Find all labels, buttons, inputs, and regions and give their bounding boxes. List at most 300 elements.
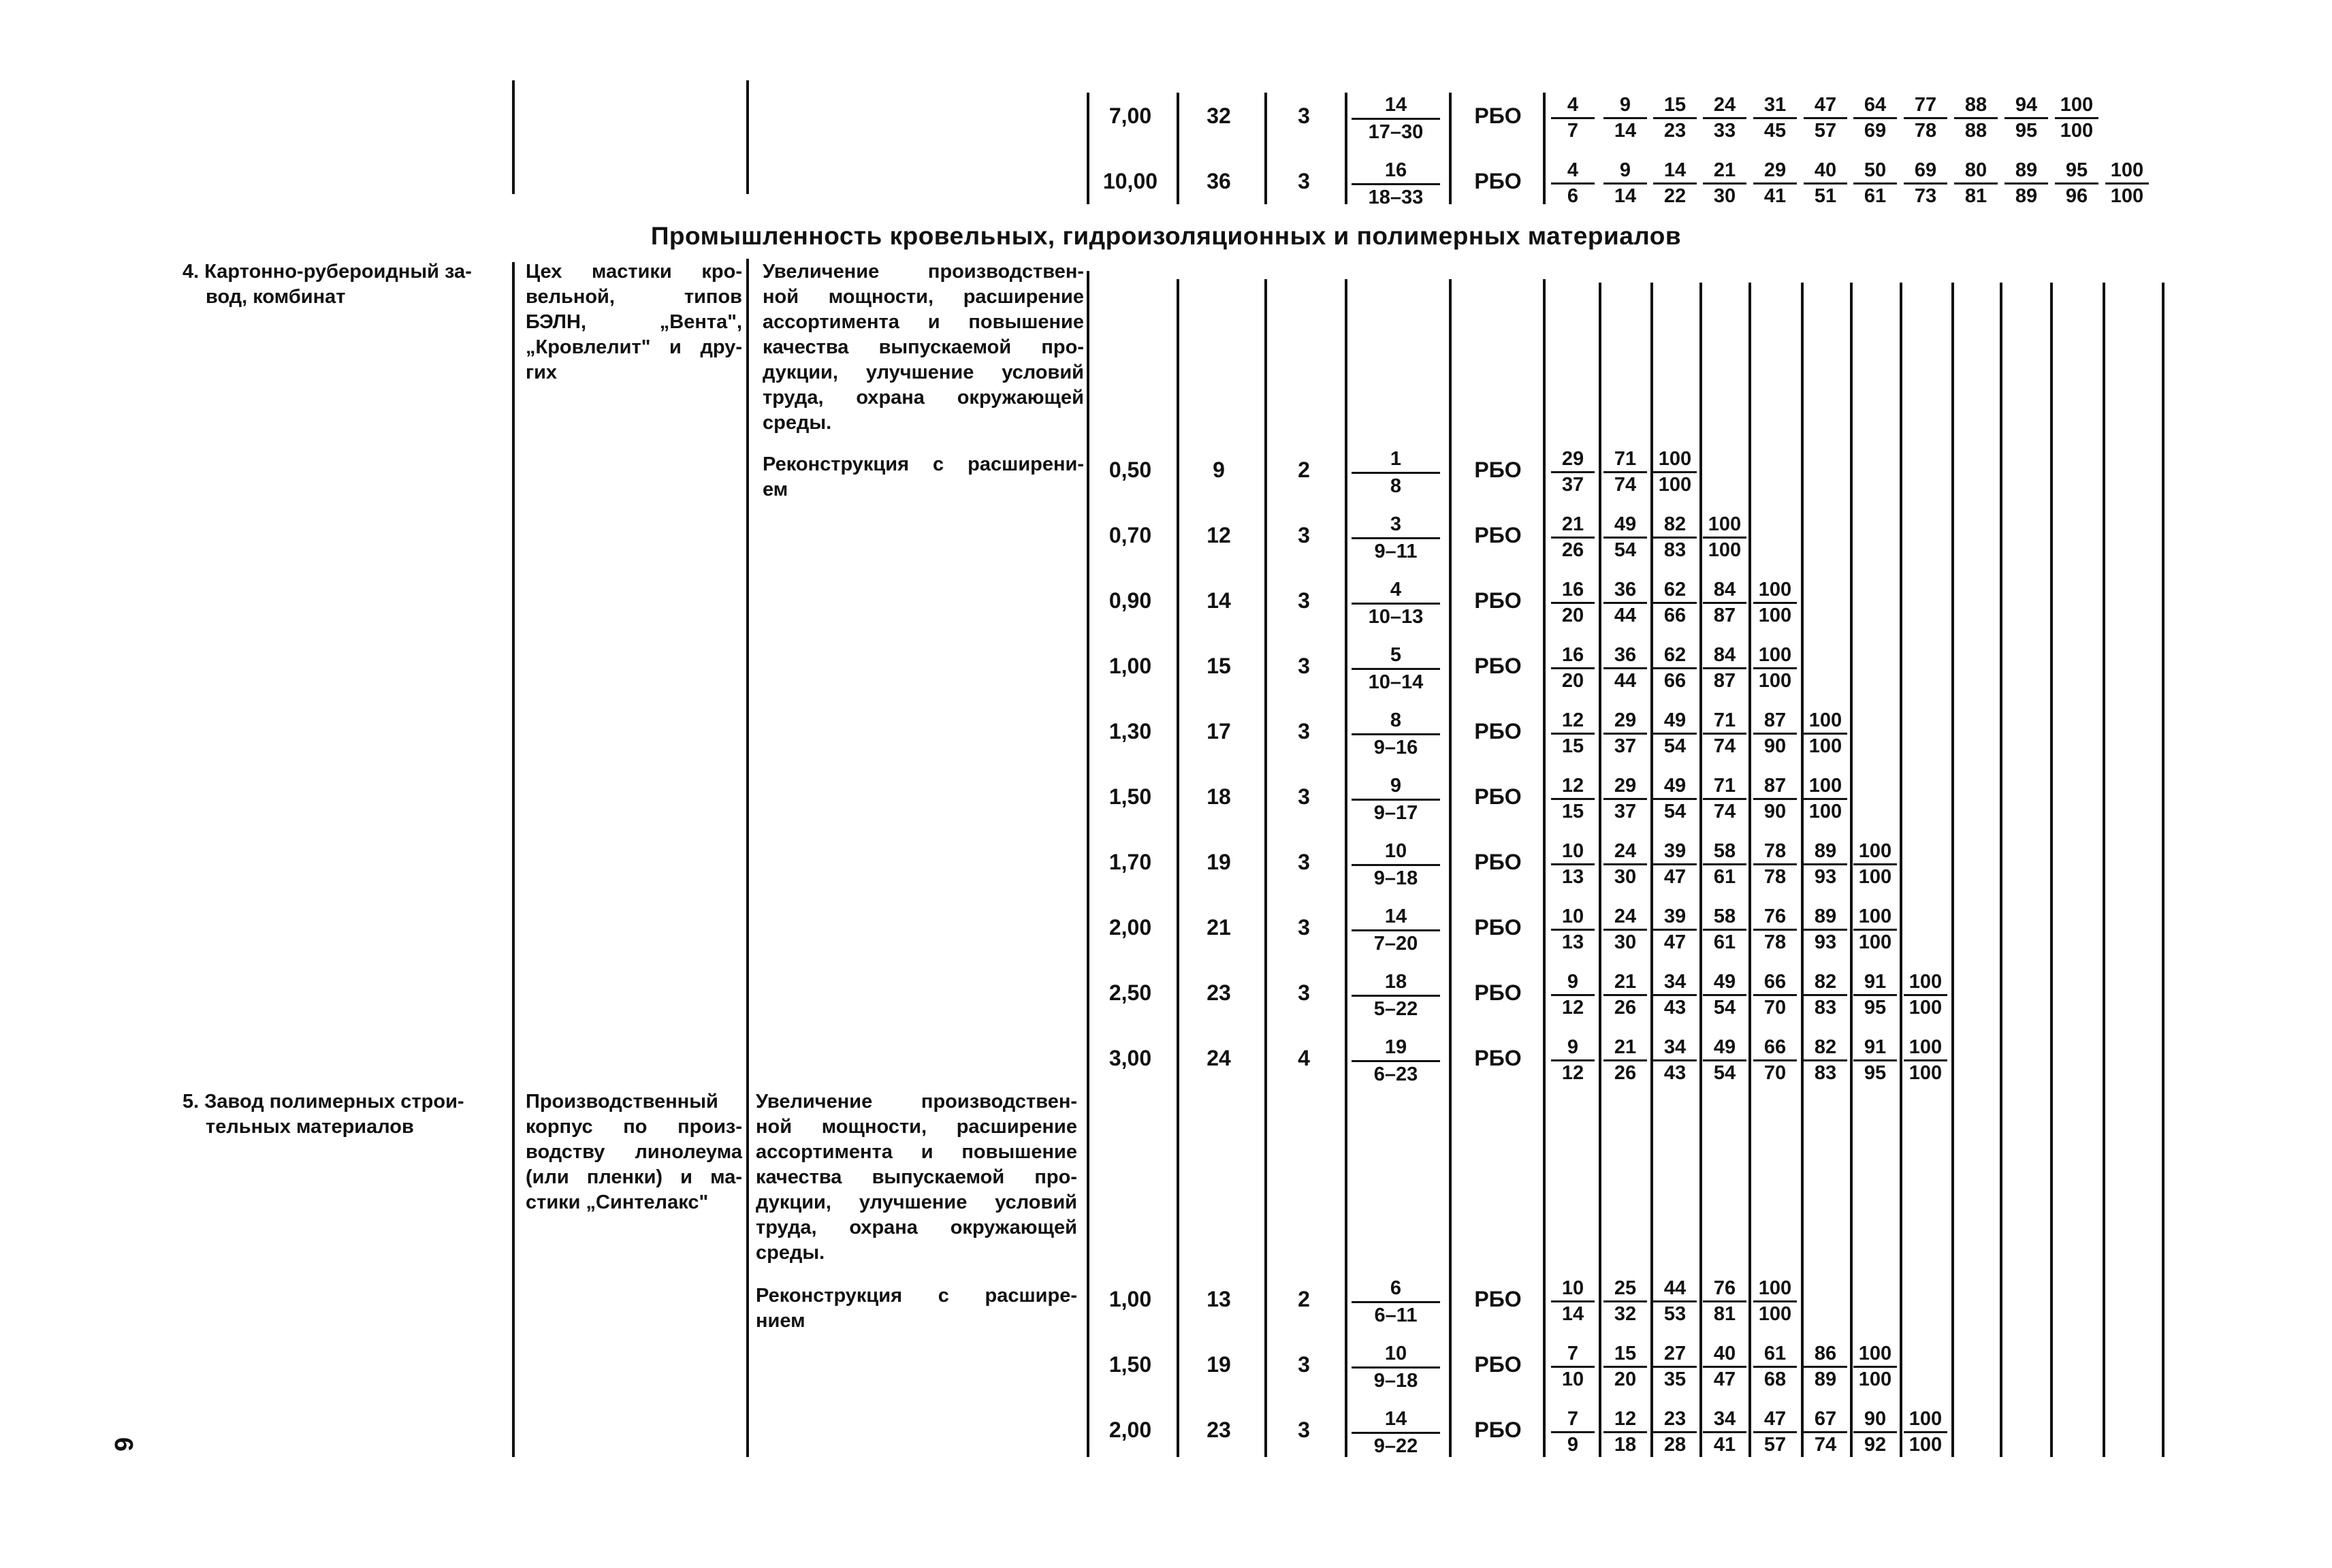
percent-fraction-denominator: 37 xyxy=(1614,801,1637,822)
percent-fraction xyxy=(1853,1408,1897,1456)
term-fraction-denominator: 7–20 xyxy=(1373,933,1418,955)
percent-fraction xyxy=(1603,513,1647,562)
percent-fraction-bar xyxy=(1703,602,1746,604)
percent-fraction-numerator: 25 xyxy=(1614,1277,1637,1299)
percent-fraction-bar xyxy=(1703,1300,1746,1302)
percent-column-rule xyxy=(2050,283,2053,1457)
percent-fraction-numerator: 91 xyxy=(1864,971,1887,993)
percent-fraction-numerator: 27 xyxy=(1663,1343,1687,1364)
term-fraction xyxy=(1352,579,1440,628)
percent-fraction xyxy=(1753,1036,1797,1085)
percent-fraction-bar xyxy=(2004,117,2048,119)
percent-fraction-bar xyxy=(1753,1366,1797,1368)
percent-fraction-bar xyxy=(1653,1431,1697,1433)
entry5-purpose-line: среды. xyxy=(756,1242,825,1264)
percent-fraction xyxy=(2055,159,2098,208)
percent-fraction-numerator: 100 xyxy=(2110,159,2144,181)
percent-fraction-denominator: 100 xyxy=(1758,1303,1792,1325)
percent-fraction-denominator: 95 xyxy=(1864,997,1887,1019)
percent-fraction-bar xyxy=(1603,1366,1647,1368)
percent-fraction-bar xyxy=(1753,863,1797,865)
percent-fraction-denominator: 57 xyxy=(1763,1434,1787,1456)
percent-fraction-numerator: 7 xyxy=(1567,1343,1579,1364)
percent-fraction-numerator: 71 xyxy=(1713,775,1736,797)
percent-fraction-denominator: 90 xyxy=(1763,735,1787,757)
percent-fraction-denominator: 74 xyxy=(1814,1434,1837,1456)
percent-fraction-denominator: 26 xyxy=(1561,539,1584,561)
term-fraction-bar xyxy=(1352,929,1440,931)
capacity-value: 7,00 xyxy=(1108,103,1152,128)
method-value: РБО xyxy=(1474,719,1522,743)
percent-fraction-numerator: 76 xyxy=(1713,1277,1736,1299)
percent-fraction xyxy=(1603,840,1647,889)
percent-fraction xyxy=(1603,579,1647,627)
percent-fraction-numerator: 16 xyxy=(1561,579,1584,601)
percent-fraction-numerator: 95 xyxy=(2065,159,2088,181)
percent-fraction-bar xyxy=(1653,537,1697,539)
percent-fraction-denominator: 51 xyxy=(1814,185,1837,207)
percent-fraction-bar xyxy=(1753,1300,1797,1302)
percent-fraction xyxy=(1703,94,1746,142)
term-fraction-bar xyxy=(1352,183,1440,185)
percent-fraction-bar xyxy=(1703,929,1746,931)
percent-fraction-bar xyxy=(1703,667,1746,669)
percent-fraction-denominator: 100 xyxy=(1808,801,1842,822)
percent-fraction-bar xyxy=(1551,863,1595,865)
percent-fraction xyxy=(1804,971,1847,1019)
percent-fraction-bar xyxy=(2004,182,2048,185)
percent-fraction xyxy=(1603,775,1647,823)
percent-fraction xyxy=(1603,906,1647,954)
term-fraction-bar xyxy=(1352,864,1440,866)
percent-column-rule xyxy=(1850,283,1853,1457)
percent-fraction-denominator: 37 xyxy=(1614,735,1637,757)
percent-fraction-denominator: 54 xyxy=(1614,539,1637,561)
percent-fraction-numerator: 88 xyxy=(1964,94,1987,116)
entry4-method-text xyxy=(763,452,1084,502)
percent-column-rule xyxy=(1900,283,1902,1457)
capacity-value: 1,70 xyxy=(1108,850,1152,874)
percent-fraction-bar xyxy=(1904,1431,1947,1433)
param1-value: 21 xyxy=(1207,915,1231,940)
percent-fraction xyxy=(1703,971,1746,1019)
percent-fraction-numerator: 16 xyxy=(1561,644,1584,666)
term-fraction-denominator: 17–30 xyxy=(1368,121,1424,143)
percent-fraction xyxy=(2055,94,2098,142)
percent-fraction xyxy=(1551,709,1595,758)
percent-fraction-numerator: 76 xyxy=(1763,906,1787,927)
percent-fraction xyxy=(1551,775,1595,823)
term-fraction-numerator: 10 xyxy=(1384,1343,1407,1364)
percent-fraction-bar xyxy=(1954,117,1998,119)
percent-fraction xyxy=(1904,159,1947,208)
percent-fraction-denominator: 20 xyxy=(1614,1369,1637,1390)
page-number: 6 xyxy=(109,1437,138,1452)
percent-fraction-denominator: 12 xyxy=(1561,997,1584,1019)
percent-fraction xyxy=(1753,971,1797,1019)
percent-fraction-numerator: 14 xyxy=(1663,159,1687,181)
percent-fraction-denominator: 100 xyxy=(2110,185,2144,207)
term-fraction-numerator: 18 xyxy=(1384,971,1407,993)
percent-fraction-denominator: 43 xyxy=(1663,1062,1687,1084)
percent-fraction-numerator: 4 xyxy=(1567,159,1579,181)
percent-fraction-denominator: 90 xyxy=(1763,801,1787,822)
percent-fraction-bar xyxy=(1603,798,1647,800)
percent-fraction-numerator: 100 xyxy=(1908,971,1943,993)
column-rule xyxy=(1345,93,1347,204)
term-fraction xyxy=(1352,94,1440,144)
percent-fraction-numerator: 29 xyxy=(1614,709,1637,731)
entry4-purpose-line: среды. xyxy=(763,412,832,434)
param2-value: 3 xyxy=(1298,588,1310,613)
percent-fraction xyxy=(1904,1408,1947,1456)
percent-fraction xyxy=(1853,971,1897,1019)
term-fraction-denominator: 10–14 xyxy=(1368,671,1424,693)
percent-fraction xyxy=(1804,1343,1847,1391)
percent-fraction-bar xyxy=(1753,733,1797,735)
term-fraction-numerator: 6 xyxy=(1390,1277,1402,1299)
percent-fraction-bar xyxy=(1603,471,1647,473)
term-fraction-numerator: 14 xyxy=(1384,1408,1407,1430)
capacity-value: 1,00 xyxy=(1108,1287,1152,1311)
method-value: РБО xyxy=(1474,654,1522,678)
percent-fraction-numerator: 58 xyxy=(1713,840,1736,862)
percent-fraction-numerator: 47 xyxy=(1814,94,1837,116)
percent-fraction-denominator: 100 xyxy=(1708,539,1742,561)
percent-fraction-denominator: 87 xyxy=(1713,670,1736,692)
entry4-method-line: Реконструкция с расширени- xyxy=(763,453,1084,475)
param1-value: 9 xyxy=(1213,458,1225,482)
term-fraction-numerator: 8 xyxy=(1390,709,1402,731)
term-fraction-numerator: 3 xyxy=(1390,513,1402,535)
percent-fraction-bar xyxy=(1653,863,1697,865)
percent-fraction xyxy=(1753,579,1797,627)
percent-fraction-denominator: 57 xyxy=(1814,120,1837,142)
percent-fraction xyxy=(1753,94,1797,142)
percent-fraction-numerator: 21 xyxy=(1614,1036,1637,1058)
percent-fraction-bar xyxy=(1753,602,1797,604)
entry5-enterprise xyxy=(182,1089,496,1140)
percent-fraction-bar xyxy=(1804,1366,1847,1368)
capacity-value: 0,50 xyxy=(1108,458,1152,482)
capacity-value: 2,00 xyxy=(1108,1418,1152,1442)
percent-fraction-denominator: 44 xyxy=(1614,605,1637,626)
percent-fraction-bar xyxy=(1603,1431,1647,1433)
percent-fraction-numerator: 100 xyxy=(1708,513,1742,535)
percent-fraction xyxy=(1804,840,1847,889)
percent-fraction-numerator: 49 xyxy=(1713,971,1736,993)
percent-fraction xyxy=(1954,159,1998,208)
term-fraction-bar xyxy=(1352,537,1440,539)
term-fraction-bar xyxy=(1352,1432,1440,1434)
percent-fraction xyxy=(1603,1408,1647,1456)
column-rule xyxy=(512,80,515,194)
entry5-purpose-line: ной мощности, расширение xyxy=(756,1116,1077,1138)
percent-fraction-bar xyxy=(1853,929,1897,931)
term-fraction xyxy=(1352,159,1440,209)
column-rule xyxy=(746,259,749,1457)
percent-fraction-denominator: 74 xyxy=(1713,801,1736,822)
percent-fraction-denominator: 93 xyxy=(1814,866,1837,888)
percent-fraction-denominator: 47 xyxy=(1713,1369,1736,1390)
param2-value: 3 xyxy=(1298,1418,1310,1442)
percent-fraction-bar xyxy=(1551,1431,1595,1433)
percent-fraction xyxy=(1551,906,1595,954)
percent-fraction-numerator: 24 xyxy=(1614,840,1637,862)
column-rule xyxy=(1543,93,1546,204)
percent-fraction-numerator: 62 xyxy=(1663,579,1687,601)
percent-fraction-numerator: 9 xyxy=(1619,159,1631,181)
percent-fraction-denominator: 69 xyxy=(1864,120,1887,142)
percent-fraction xyxy=(1753,159,1797,208)
percent-fraction-bar xyxy=(2055,117,2098,119)
param2-value: 3 xyxy=(1298,784,1310,809)
percent-fraction-denominator: 78 xyxy=(1914,120,1937,142)
term-fraction xyxy=(1352,448,1440,498)
column-rule xyxy=(1449,279,1452,1457)
term-fraction-denominator: 9–18 xyxy=(1373,867,1418,889)
percent-fraction xyxy=(1904,971,1947,1019)
term-fraction xyxy=(1352,1343,1440,1392)
percent-fraction-denominator: 45 xyxy=(1763,120,1787,142)
percent-fraction-bar xyxy=(1703,863,1746,865)
percent-fraction-bar xyxy=(1653,733,1697,735)
percent-fraction-numerator: 31 xyxy=(1763,94,1787,116)
param2-value: 3 xyxy=(1298,915,1310,940)
percent-fraction-denominator: 26 xyxy=(1614,997,1637,1019)
entry4-purpose-line: дукции, улучшение условий xyxy=(763,362,1084,383)
percent-fraction-denominator: 15 xyxy=(1561,801,1584,822)
percent-fraction xyxy=(1703,579,1746,627)
section-heading: Промышленность кровельных, гидроизоляционных и полимерных материалов xyxy=(650,222,1682,250)
percent-fraction-bar xyxy=(1653,117,1697,119)
entry4-object-line: БЭЛН, „Вента", xyxy=(526,311,742,333)
percent-fraction xyxy=(1551,159,1595,208)
percent-fraction-bar xyxy=(1904,994,1947,996)
percent-fraction-denominator: 13 xyxy=(1561,931,1584,953)
percent-fraction-bar xyxy=(1753,182,1797,185)
percent-fraction-numerator: 82 xyxy=(1663,513,1687,535)
capacity-value: 2,50 xyxy=(1108,980,1152,1005)
percent-fraction-numerator: 39 xyxy=(1663,906,1687,927)
method-value: РБО xyxy=(1474,784,1522,809)
percent-fraction-numerator: 78 xyxy=(1763,840,1787,862)
percent-fraction-bar xyxy=(1703,182,1746,185)
percent-fraction-denominator: 14 xyxy=(1614,120,1637,142)
param1-value: 19 xyxy=(1207,850,1231,874)
percent-fraction-numerator: 34 xyxy=(1663,1036,1687,1058)
percent-fraction-numerator: 87 xyxy=(1763,709,1787,731)
percent-fraction-numerator: 100 xyxy=(2060,94,2094,116)
entry4-purpose-line: ассортимента и повышение xyxy=(763,311,1084,333)
percent-fraction-bar xyxy=(1703,117,1746,119)
percent-fraction xyxy=(1603,94,1647,142)
term-fraction-bar xyxy=(1352,668,1440,670)
percent-column-rule xyxy=(2162,283,2165,1457)
percent-fraction xyxy=(1703,906,1746,954)
percent-fraction-numerator: 21 xyxy=(1713,159,1736,181)
percent-fraction xyxy=(1653,1277,1697,1326)
term-fraction xyxy=(1352,513,1440,563)
percent-fraction xyxy=(1804,709,1847,758)
percent-fraction-denominator: 70 xyxy=(1763,997,1787,1019)
percent-fraction-denominator: 12 xyxy=(1561,1062,1584,1084)
term-fraction-numerator: 14 xyxy=(1384,906,1407,927)
percent-fraction-bar xyxy=(1551,537,1595,539)
percent-fraction xyxy=(1603,159,1647,208)
percent-fraction xyxy=(1653,1036,1697,1085)
percent-fraction-denominator: 26 xyxy=(1614,1062,1637,1084)
percent-fraction-bar xyxy=(1904,1059,1947,1061)
percent-fraction-bar xyxy=(1603,1300,1647,1302)
capacity-value: 0,70 xyxy=(1108,523,1152,547)
percent-fraction-denominator: 74 xyxy=(1713,735,1736,757)
percent-fraction-bar xyxy=(1653,667,1697,669)
entry4-purpose-line: ной мощности, расширение xyxy=(763,286,1084,308)
entry4-object-line: Цех мастики кро- xyxy=(526,261,742,283)
method-value: РБО xyxy=(1474,1287,1522,1311)
percent-fraction-bar xyxy=(1703,1059,1746,1061)
entry4-purpose-line: труда, охрана окружающей xyxy=(763,387,1084,409)
percent-fraction xyxy=(1703,1343,1746,1391)
percent-fraction xyxy=(1703,1036,1746,1085)
percent-fraction-denominator: 100 xyxy=(1658,474,1692,496)
term-fraction xyxy=(1352,840,1440,890)
percent-fraction xyxy=(1703,644,1746,692)
percent-fraction-denominator: 22 xyxy=(1663,185,1687,207)
percent-fraction-numerator: 9 xyxy=(1567,971,1579,993)
percent-fraction-numerator: 9 xyxy=(1567,1036,1579,1058)
percent-fraction-bar xyxy=(1603,929,1647,931)
entry5-enterprise-line: 5. Завод полимерных строи- xyxy=(182,1091,464,1113)
percent-fraction-bar xyxy=(1551,117,1595,119)
percent-fraction-numerator: 15 xyxy=(1614,1343,1637,1364)
percent-fraction-denominator: 33 xyxy=(1713,120,1736,142)
percent-fraction xyxy=(1853,840,1897,889)
percent-fraction xyxy=(1551,644,1595,692)
percent-fraction-bar xyxy=(1603,182,1647,185)
percent-fraction xyxy=(1753,840,1797,889)
percent-fraction-bar xyxy=(1551,929,1595,931)
entry5-enterprise-line: тельных материалов xyxy=(206,1116,414,1138)
percent-fraction-numerator: 24 xyxy=(1713,94,1736,116)
percent-fraction xyxy=(1551,1408,1595,1456)
percent-fraction-denominator: 18 xyxy=(1614,1434,1637,1456)
percent-fraction-numerator: 47 xyxy=(1763,1408,1787,1430)
percent-fraction-denominator: 13 xyxy=(1561,866,1584,888)
percent-fraction-numerator: 87 xyxy=(1763,775,1787,797)
percent-fraction-numerator: 10 xyxy=(1561,1277,1584,1299)
entry5-purpose-line: труда, охрана окружающей xyxy=(756,1217,1077,1238)
percent-fraction-bar xyxy=(1551,1059,1595,1061)
param2-value: 4 xyxy=(1298,1046,1310,1070)
percent-fraction-denominator: 44 xyxy=(1614,670,1637,692)
percent-fraction-bar xyxy=(1804,117,1847,119)
percent-fraction-bar xyxy=(1603,602,1647,604)
percent-fraction-numerator: 89 xyxy=(2015,159,2038,181)
percent-fraction-denominator: 100 xyxy=(1758,605,1792,626)
percent-fraction-bar xyxy=(1551,798,1595,800)
term-fraction-bar xyxy=(1352,799,1440,801)
percent-fraction-denominator: 47 xyxy=(1663,866,1687,888)
term-fraction xyxy=(1352,709,1440,759)
percent-fraction-denominator: 14 xyxy=(1561,1303,1584,1325)
percent-fraction-bar xyxy=(1551,994,1595,996)
percent-fraction-denominator: 23 xyxy=(1663,120,1687,142)
percent-fraction-denominator: 89 xyxy=(1814,1369,1837,1390)
param1-value: 17 xyxy=(1207,719,1231,743)
percent-fraction-bar xyxy=(1753,994,1797,996)
term-fraction-denominator: 6–11 xyxy=(1374,1305,1418,1326)
percent-fraction xyxy=(1603,644,1647,692)
method-value: РБО xyxy=(1474,103,1522,128)
percent-fraction xyxy=(1653,709,1697,758)
entry5-purpose xyxy=(756,1089,1077,1266)
term-fraction xyxy=(1352,1277,1440,1327)
percent-fraction-bar xyxy=(1603,537,1647,539)
column-rule xyxy=(1449,93,1452,204)
term-fraction-numerator: 5 xyxy=(1390,644,1402,666)
percent-fraction-numerator: 21 xyxy=(1561,513,1584,535)
percent-fraction-denominator: 83 xyxy=(1663,539,1687,561)
term-fraction-bar xyxy=(1352,118,1440,120)
percent-fraction-numerator: 84 xyxy=(1713,644,1736,666)
column-rule xyxy=(1543,279,1546,1457)
term-fraction-bar xyxy=(1352,1366,1440,1369)
param1-value: 19 xyxy=(1207,1352,1231,1377)
percent-fraction-denominator: 96 xyxy=(2065,185,2088,207)
percent-fraction-bar xyxy=(1804,733,1847,735)
term-fraction-numerator: 1 xyxy=(1390,448,1402,470)
percent-fraction xyxy=(1653,775,1697,823)
percent-fraction-bar xyxy=(1551,733,1595,735)
term-fraction-denominator: 8 xyxy=(1390,475,1402,497)
percent-fraction-bar xyxy=(1804,798,1847,800)
term-fraction xyxy=(1352,775,1440,825)
param1-value: 24 xyxy=(1207,1046,1231,1070)
percent-fraction xyxy=(1804,775,1847,823)
entry4-object xyxy=(526,259,742,385)
term-fraction-numerator: 10 xyxy=(1384,840,1407,862)
term-fraction-numerator: 9 xyxy=(1390,775,1402,797)
percent-fraction-denominator: 66 xyxy=(1663,670,1687,692)
percent-fraction-numerator: 64 xyxy=(1864,94,1887,116)
percent-fraction-bar xyxy=(1603,994,1647,996)
percent-fraction-numerator: 80 xyxy=(1964,159,1987,181)
term-fraction-bar xyxy=(1352,1060,1440,1062)
param1-value: 13 xyxy=(1207,1287,1231,1311)
percent-fraction xyxy=(1551,1343,1595,1391)
percent-fraction-numerator: 71 xyxy=(1713,709,1736,731)
term-fraction-bar xyxy=(1352,603,1440,605)
percent-fraction-denominator: 100 xyxy=(1908,997,1943,1019)
percent-fraction-numerator: 40 xyxy=(1814,159,1837,181)
percent-fraction-numerator: 12 xyxy=(1561,709,1584,731)
percent-fraction xyxy=(1904,1036,1947,1085)
capacity-value: 3,00 xyxy=(1108,1046,1152,1070)
percent-fraction-denominator: 100 xyxy=(1858,866,1892,888)
percent-fraction-bar xyxy=(1653,1059,1697,1061)
param2-value: 3 xyxy=(1298,654,1310,678)
percent-fraction-numerator: 100 xyxy=(1758,644,1792,666)
entry4-enterprise-line: 4. Картонно-рубероидный за- xyxy=(182,261,472,283)
percent-fraction-numerator: 82 xyxy=(1814,971,1837,993)
method-value: РБО xyxy=(1474,850,1522,874)
percent-fraction-denominator: 30 xyxy=(1614,931,1637,953)
term-fraction-denominator: 9–22 xyxy=(1373,1435,1418,1457)
term-fraction-denominator: 9–11 xyxy=(1374,541,1418,562)
percent-fraction-bar xyxy=(1804,182,1847,185)
